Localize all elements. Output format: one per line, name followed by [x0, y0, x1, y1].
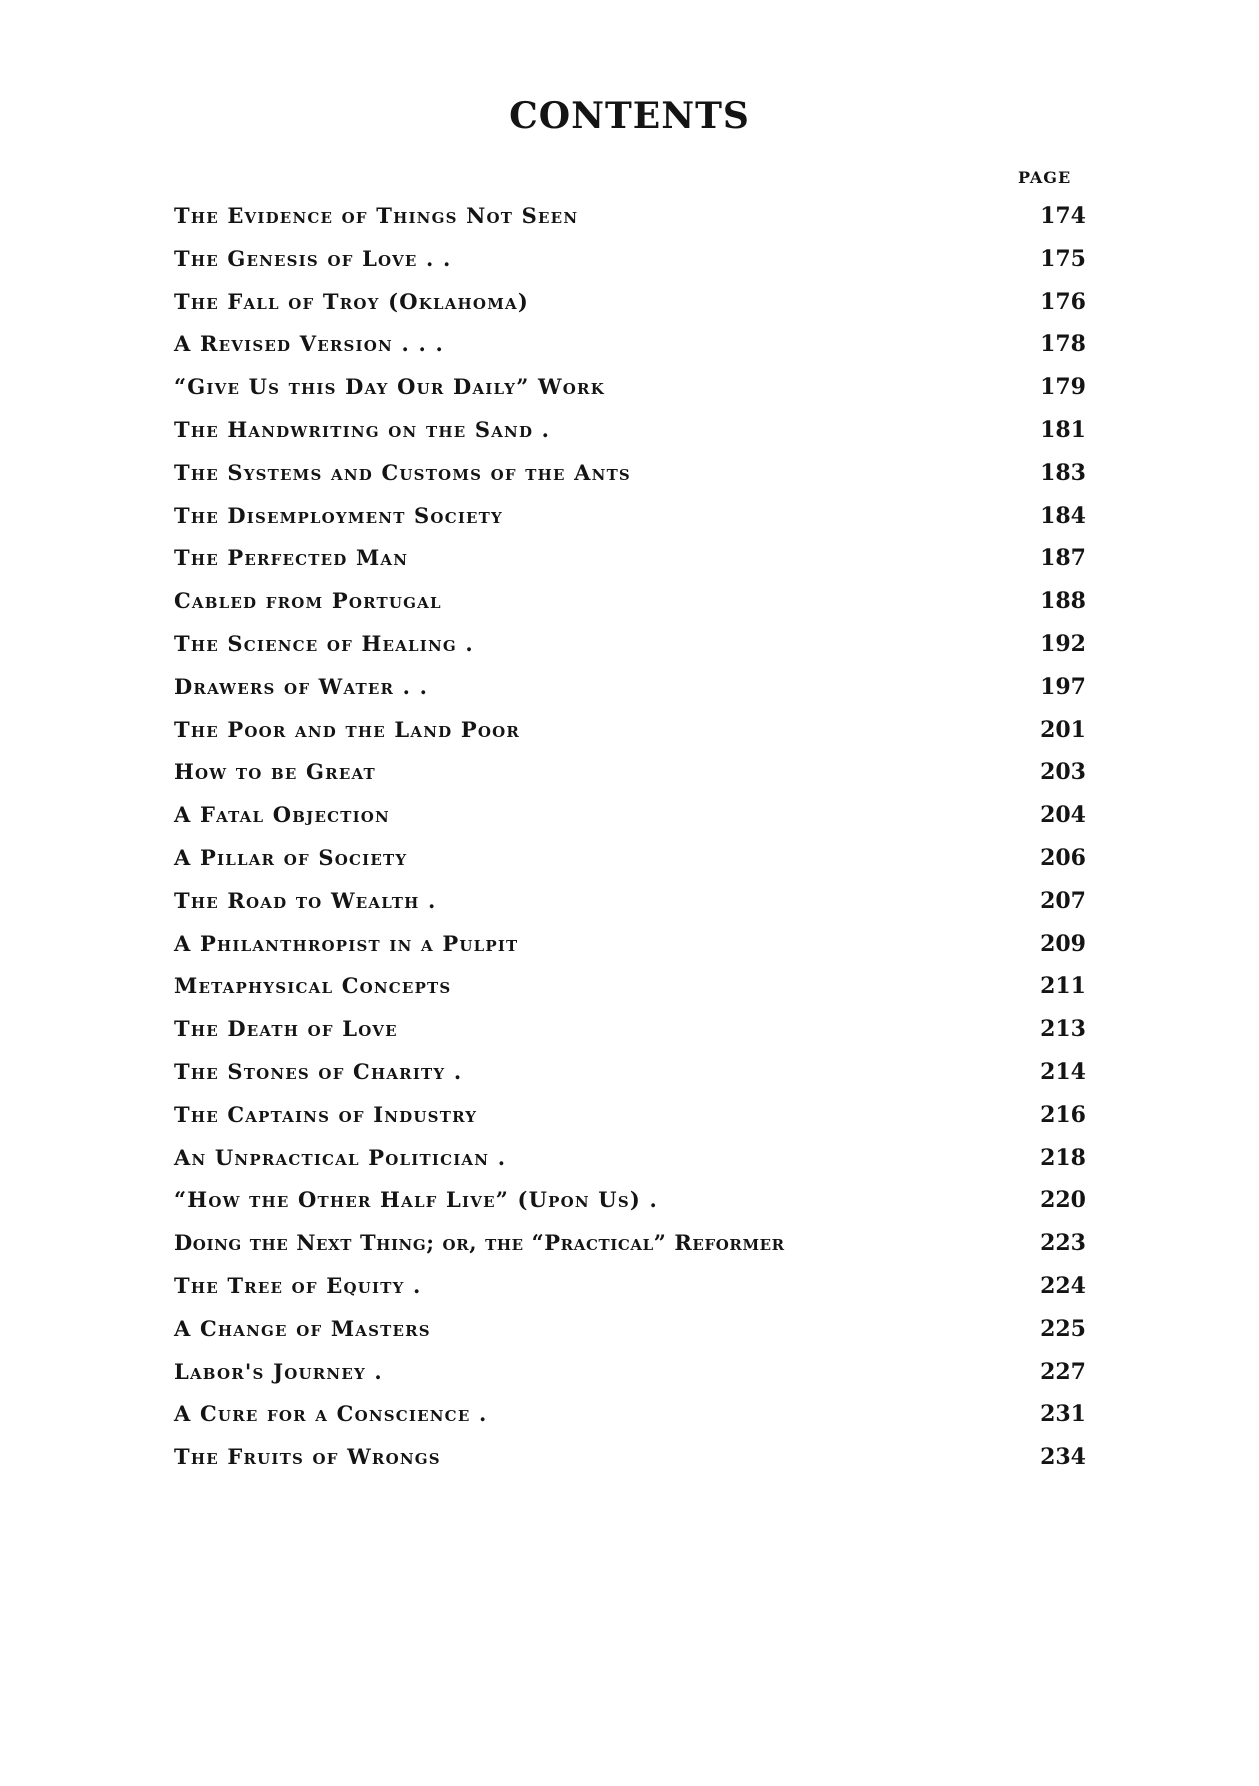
- entry-page: 206: [1040, 844, 1086, 871]
- entry-title: A Change of Masters: [174, 1315, 431, 1341]
- entry-page: 223: [1040, 1230, 1086, 1257]
- list-item: [174, 923, 1086, 966]
- entry-title: A Cure for a Conscience .: [174, 1401, 488, 1427]
- entry-page: 197: [1040, 673, 1086, 700]
- entry-page: 207: [1040, 887, 1086, 914]
- list-item: [174, 1094, 1086, 1137]
- list-item: [174, 1308, 1086, 1351]
- entry-title: Cabled from Portugal: [174, 588, 442, 614]
- list-item: [174, 323, 1086, 366]
- page-column-label: PAGE: [1018, 168, 1072, 187]
- list-item: [174, 1137, 1086, 1180]
- list-item: [174, 751, 1086, 794]
- entry-page: 218: [1040, 1144, 1086, 1171]
- list-item: [174, 794, 1086, 837]
- list-item: [174, 1179, 1086, 1222]
- entry-page: 211: [1040, 973, 1086, 1000]
- entry-title: The Science of Healing .: [174, 630, 474, 656]
- entry-title: The Fruits of Wrongs: [174, 1444, 441, 1470]
- entry-page: 174: [1040, 203, 1086, 229]
- list-item: [174, 1008, 1086, 1051]
- entry-title: Labor's Journey .: [174, 1358, 383, 1384]
- entry-title: The Genesis of Love . .: [174, 245, 452, 271]
- list-item: [174, 580, 1086, 623]
- entry-page: 203: [1040, 759, 1086, 786]
- entry-title: Drawers of Water . .: [174, 673, 429, 699]
- entry-page: 227: [1040, 1358, 1086, 1385]
- entry-title: The Fall of Troy (Oklahoma): [174, 288, 529, 314]
- entry-page: 201: [1040, 716, 1086, 743]
- entry-title: A Pillar of Society: [174, 844, 408, 870]
- list-item: [174, 880, 1086, 923]
- entry-page: 216: [1040, 1101, 1086, 1128]
- list-item: [174, 409, 1086, 452]
- entry-title: The Perfected Man: [174, 545, 409, 571]
- entry-title: The Stones of Charity .: [174, 1058, 463, 1084]
- entry-title: “How the Other Half Live” (Upon Us) .: [174, 1187, 659, 1213]
- list-item: [174, 495, 1086, 538]
- list-item: [174, 837, 1086, 880]
- entry-title: The Poor and the Land Poor: [174, 716, 521, 742]
- list-item: [174, 709, 1086, 752]
- entry-title: Metaphysical Concepts: [174, 973, 452, 999]
- list-item: [174, 623, 1086, 666]
- list-item: [174, 965, 1086, 1008]
- entry-title: The Tree of Equity .: [174, 1272, 422, 1298]
- entry-page: 188: [1040, 588, 1086, 615]
- entry-title: The Disemployment Society: [174, 502, 503, 528]
- entry-page: 176: [1040, 288, 1086, 315]
- entry-title: The Road to Wealth .: [174, 887, 437, 913]
- entry-page: 192: [1040, 630, 1086, 657]
- entry-title: Doing the Next Thing; or, the “Practical” Reformer: [174, 1230, 785, 1256]
- list-item: [174, 452, 1086, 495]
- entry-title: The Systems and Customs of the Ants: [174, 459, 631, 485]
- entry-title: The Handwriting on the Sand .: [174, 416, 551, 442]
- entry-page: 179: [1040, 374, 1086, 401]
- entry-page: 184: [1040, 502, 1086, 529]
- list-item: [174, 1265, 1086, 1308]
- list-item: [174, 537, 1086, 580]
- list-item: [174, 1351, 1086, 1394]
- entry-page: 178: [1040, 331, 1086, 358]
- entry-page: 234: [1040, 1444, 1086, 1471]
- entry-page: 209: [1040, 930, 1086, 957]
- list-item: [174, 238, 1086, 281]
- entry-page: 224: [1040, 1272, 1086, 1299]
- entry-page: 225: [1040, 1315, 1086, 1342]
- list-item: [174, 281, 1086, 324]
- entry-page: 181: [1040, 416, 1086, 443]
- entry-title: A Philanthropist in a Pulpit: [174, 930, 519, 956]
- entry-title: The Death of Love: [174, 1016, 398, 1042]
- entry-title: A Revised Version . . .: [174, 331, 445, 357]
- list-item: [174, 1051, 1086, 1094]
- entry-title: “Give Us this Day Our Daily” Work: [174, 374, 605, 400]
- list-item: [174, 195, 1086, 238]
- list-item: [174, 1436, 1086, 1479]
- entry-title: The Evidence of Things Not Seen: [174, 203, 579, 228]
- page-title: CONTENTS: [509, 95, 750, 137]
- entry-title: The Captains of Industry: [174, 1101, 478, 1127]
- list-item: [174, 1393, 1086, 1436]
- entry-title: A Fatal Objection: [174, 802, 390, 828]
- list-item: [174, 666, 1086, 709]
- entry-page: 213: [1040, 1016, 1086, 1043]
- entry-title: An Unpractical Politician .: [174, 1144, 507, 1170]
- entry-page: 231: [1040, 1401, 1086, 1428]
- list-item: [174, 366, 1086, 409]
- contents-list: [174, 195, 1086, 1479]
- entry-page: 183: [1040, 459, 1086, 486]
- entry-page: 187: [1040, 545, 1086, 572]
- entry-page: 220: [1040, 1187, 1086, 1214]
- list-item: [174, 1222, 1086, 1265]
- entry-page: 204: [1040, 802, 1086, 829]
- entry-title: How to be Great: [174, 759, 376, 785]
- entry-page: 214: [1040, 1058, 1086, 1085]
- entry-page: 175: [1040, 245, 1086, 272]
